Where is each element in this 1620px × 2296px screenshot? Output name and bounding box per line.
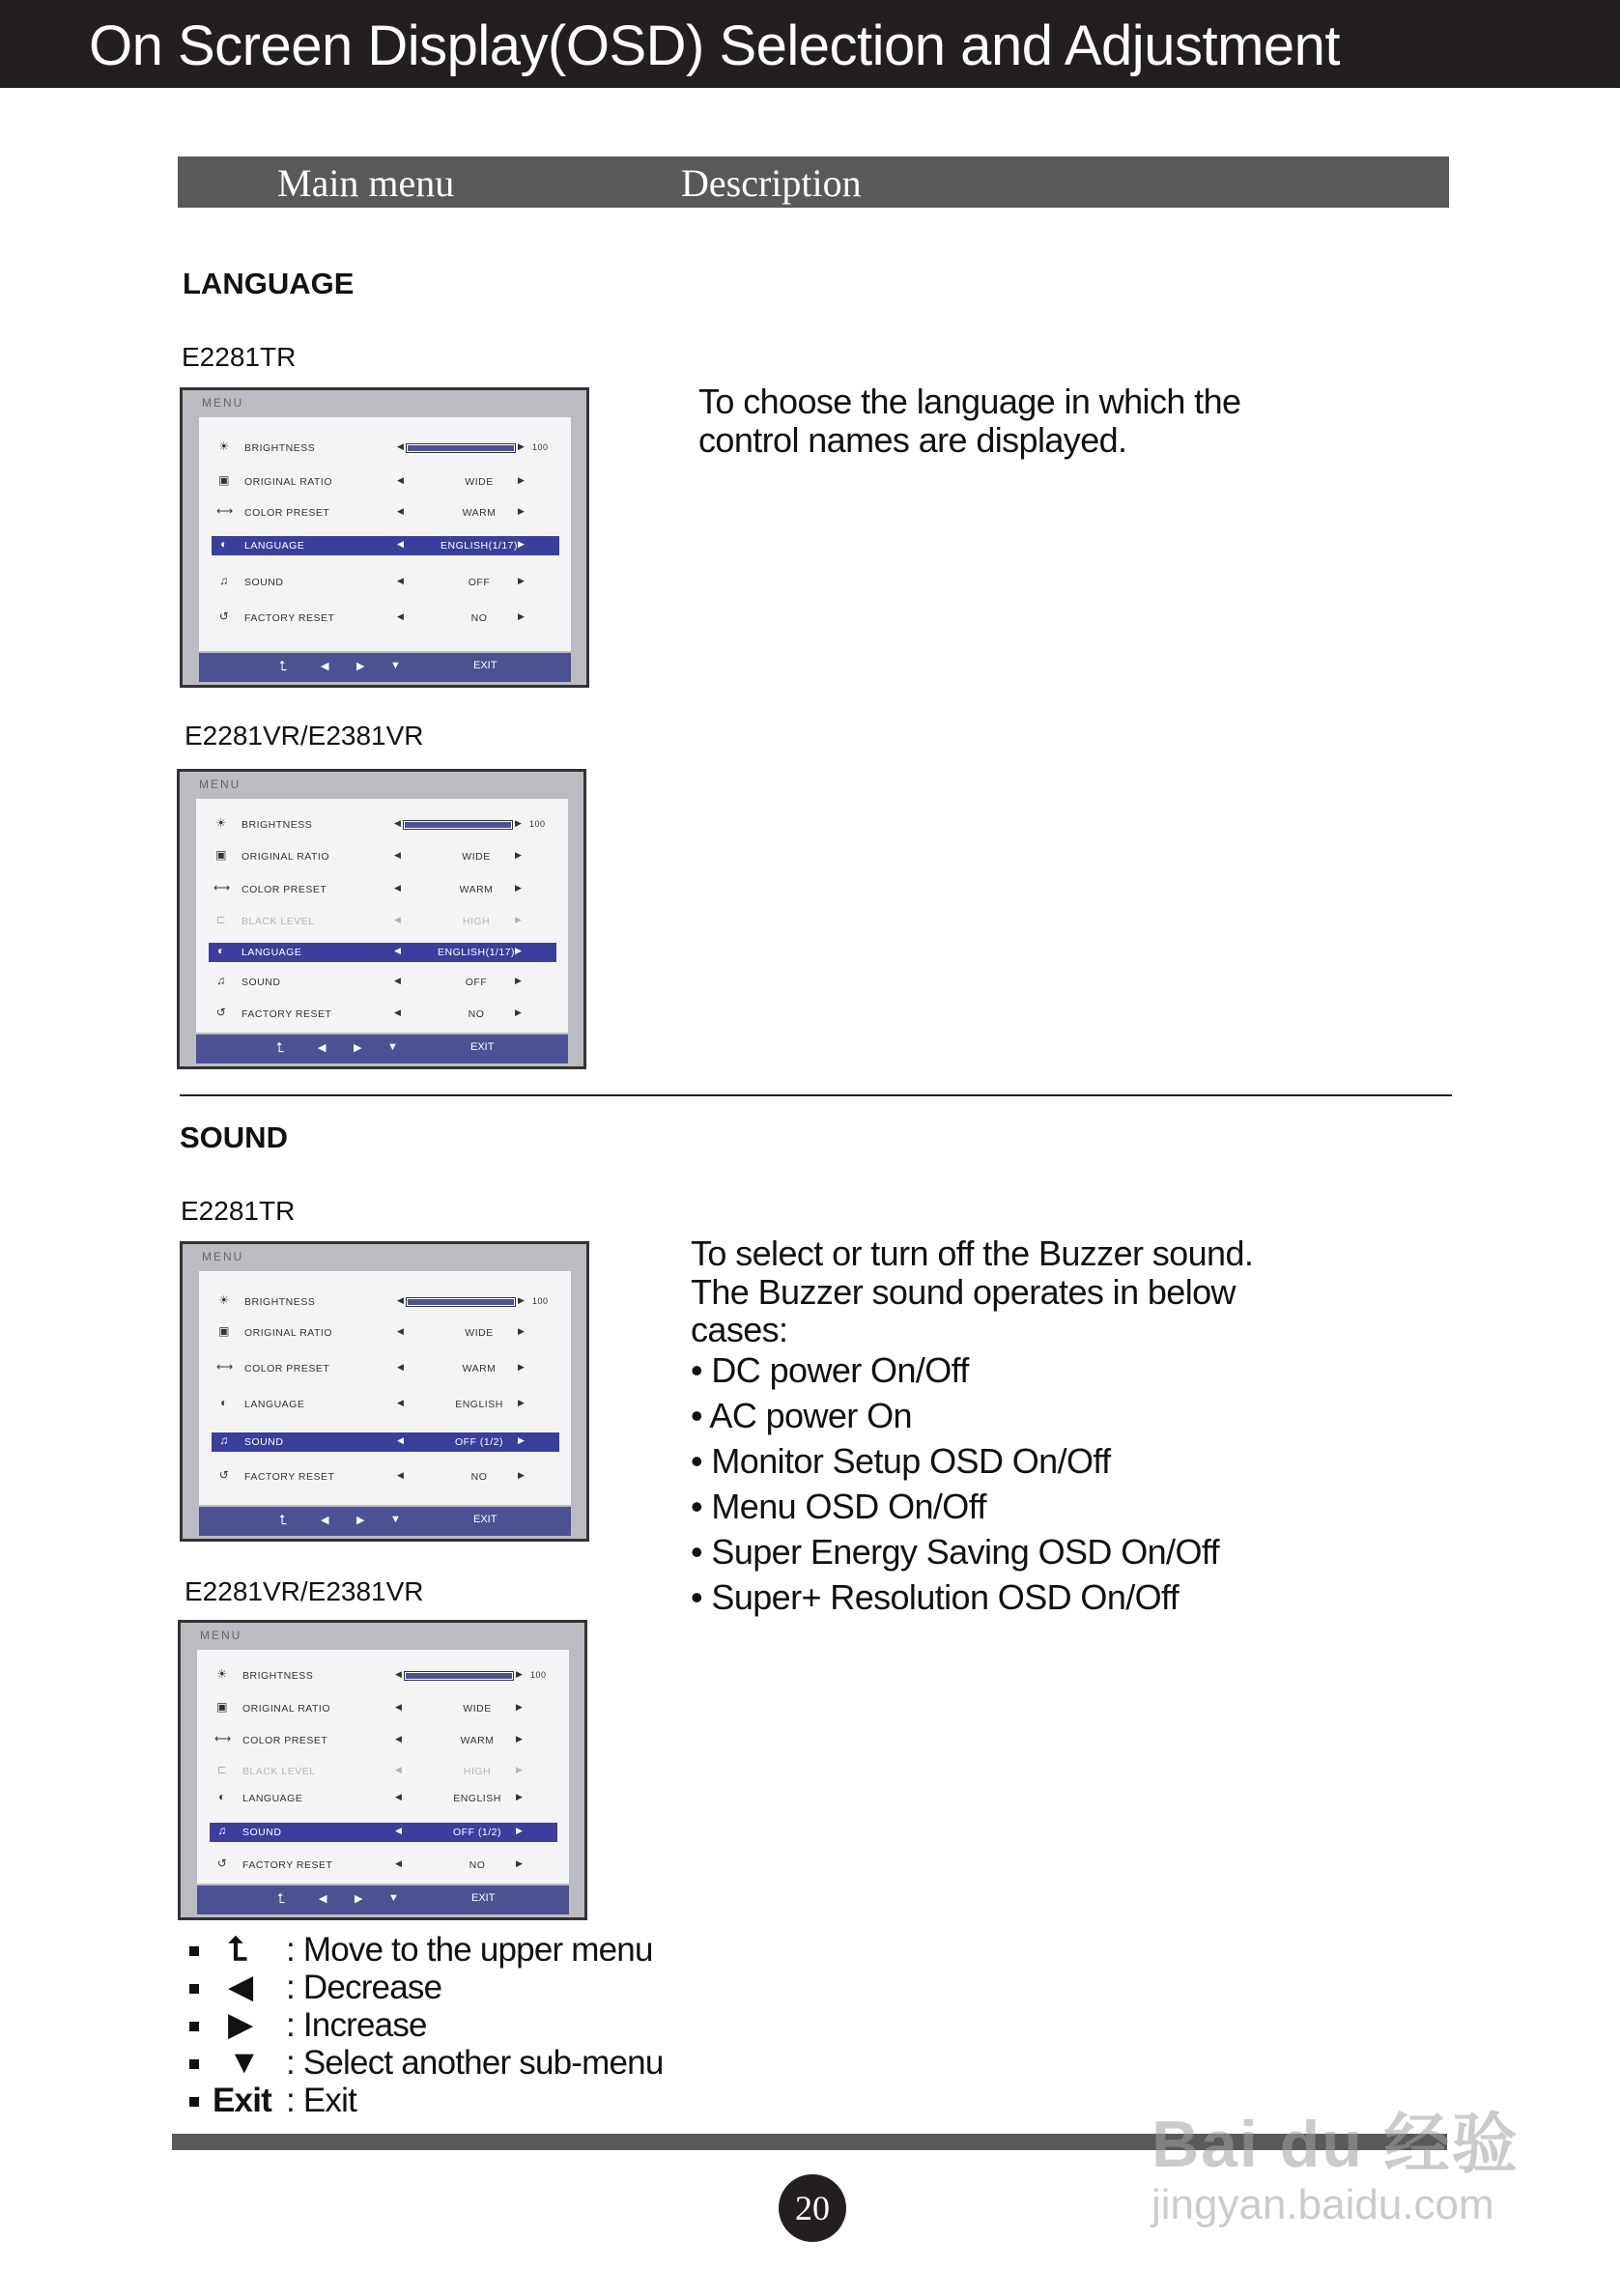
down-triangle-icon: ▼ bbox=[387, 1041, 398, 1053]
left-arrow-icon: ◀ bbox=[397, 611, 405, 621]
osd-value: WARM bbox=[462, 1363, 497, 1375]
left-arrow-icon: ◀ bbox=[395, 1826, 403, 1835]
osd-value: ENGLISH bbox=[453, 1793, 501, 1804]
left-arrow-icon: ◀ bbox=[395, 1858, 403, 1868]
osd-row-color-preset bbox=[199, 503, 571, 523]
reset-icon: ↺ bbox=[215, 1006, 227, 1019]
right-arrow-icon: ▶ bbox=[515, 946, 523, 955]
reset-icon: ↺ bbox=[218, 609, 230, 623]
legend-text: : Exit bbox=[286, 2082, 356, 2119]
osd-label: FACTORY RESET bbox=[244, 612, 335, 624]
osd-row-factory-reset bbox=[199, 1467, 571, 1487]
brightness-icon: ☀ bbox=[218, 439, 230, 453]
osd-label: SOUND bbox=[242, 977, 281, 988]
osd-row-color-preset bbox=[196, 880, 568, 899]
right-arrow-icon: ▶ bbox=[518, 506, 526, 516]
osd-label: ORIGINAL RATIO bbox=[242, 1703, 331, 1715]
osd-footer bbox=[196, 1035, 568, 1063]
osd-row-sound bbox=[199, 573, 571, 592]
bullet-item: • DC power On/Off bbox=[691, 1350, 969, 1390]
osd-value: WIDE bbox=[463, 1703, 492, 1715]
osd-menu-title: MENU bbox=[199, 778, 242, 791]
ratio-icon: ▣ bbox=[218, 1324, 230, 1338]
legend-text: : Increase bbox=[286, 2006, 427, 2044]
left-arrow-icon: ◀ bbox=[397, 539, 405, 549]
osd-row-ratio bbox=[199, 472, 571, 492]
osd-row-black-level bbox=[196, 912, 568, 931]
osd-label: COLOR PRESET bbox=[242, 1735, 328, 1746]
osd-label: FACTORY RESET bbox=[242, 1859, 333, 1871]
osd-row-black-level bbox=[197, 1762, 569, 1781]
left-arrow-icon: ◀ bbox=[394, 976, 402, 985]
color-preset-icon: ⟷ bbox=[216, 1360, 234, 1374]
osd-label: BLACK LEVEL bbox=[242, 1766, 316, 1777]
bullet-item: • AC power On bbox=[691, 1396, 912, 1435]
right-arrow-icon: ▶ bbox=[518, 539, 526, 549]
right-arrow-icon: ▶ bbox=[518, 1470, 526, 1480]
page-title: On Screen Display(OSD) Selection and Adjustment bbox=[89, 14, 1341, 77]
left-arrow-icon: ◀ bbox=[394, 883, 402, 893]
model-label-e2281vr: E2281VR/E2381VR bbox=[185, 1576, 424, 1606]
osd-screenshot-sound-e2281vr bbox=[178, 1620, 587, 1920]
osd-label: BRIGHTNESS bbox=[244, 1296, 316, 1308]
brightness-fill bbox=[406, 1673, 512, 1679]
osd-label: SOUND bbox=[242, 1827, 282, 1838]
left-triangle-icon: ◀ bbox=[319, 1893, 327, 1905]
up-menu-icon: ⮤ bbox=[276, 1039, 285, 1055]
description-line: control names are displayed. bbox=[698, 420, 1127, 460]
sound-icon: ♫ bbox=[219, 1433, 229, 1447]
osd-value: WIDE bbox=[462, 851, 491, 863]
right-triangle-icon: ▶ bbox=[354, 1042, 362, 1054]
brightness-value: 100 bbox=[532, 442, 549, 452]
osd-row-factory-reset bbox=[199, 609, 571, 628]
language-heading: LANGUAGE bbox=[183, 267, 355, 300]
reset-icon: ↺ bbox=[216, 1857, 228, 1870]
osd-row-color-preset bbox=[199, 1359, 571, 1378]
osd-label: FACTORY RESET bbox=[242, 1008, 332, 1020]
right-arrow-icon: ▶ bbox=[515, 976, 523, 985]
osd-row-brightness bbox=[197, 1666, 569, 1686]
right-arrow-icon: ▶ bbox=[518, 475, 526, 485]
right-arrow-icon: ▶ bbox=[516, 1858, 524, 1868]
right-arrow-icon: ▶ bbox=[515, 818, 523, 828]
left-arrow-icon: ◀ bbox=[397, 1470, 405, 1480]
language-description bbox=[698, 383, 1240, 460]
right-arrow-icon: ▶ bbox=[516, 1669, 524, 1679]
left-triangle-icon: ◀ bbox=[321, 661, 329, 672]
brightness-icon: ☀ bbox=[215, 816, 227, 830]
osd-label: COLOR PRESET bbox=[244, 1363, 330, 1375]
bullet-square bbox=[189, 2059, 199, 2069]
brightness-value: 100 bbox=[529, 819, 546, 829]
legend-text: : Decrease bbox=[286, 1969, 442, 2006]
osd-label: LANGUAGE bbox=[242, 1793, 303, 1804]
model-label-e2281tr: E2281TR bbox=[181, 1196, 296, 1226]
osd-footer bbox=[199, 1507, 571, 1536]
bullet-square bbox=[189, 2097, 199, 2107]
osd-panel bbox=[196, 799, 568, 1033]
language-icon: ◐ bbox=[220, 537, 228, 551]
left-arrow-icon: ◀ bbox=[394, 818, 402, 828]
down-triangle-icon: ▼ bbox=[390, 660, 401, 671]
up-menu-icon: ⮤ bbox=[228, 1931, 247, 1968]
osd-row-ratio bbox=[197, 1699, 569, 1718]
legend-text: : Select another sub-menu bbox=[286, 2044, 664, 2082]
right-arrow-icon: ▶ bbox=[518, 1362, 526, 1372]
osd-value: ENGLISH bbox=[455, 1399, 503, 1410]
osd-label: LANGUAGE bbox=[244, 540, 305, 552]
main-menu-heading: Main menu bbox=[277, 161, 455, 205]
right-arrow-icon: ▶ bbox=[516, 1734, 524, 1743]
left-arrow-icon: ◀ bbox=[395, 1765, 403, 1774]
osd-value: NO bbox=[468, 1008, 485, 1020]
osd-screenshot-language-e2281vr bbox=[177, 769, 586, 1069]
up-menu-icon: ⮤ bbox=[279, 1512, 288, 1527]
osd-label: BRIGHTNESS bbox=[244, 442, 316, 454]
osd-menu-title: MENU bbox=[202, 1250, 244, 1263]
left-triangle-icon: ◀ bbox=[321, 1515, 329, 1526]
left-arrow-icon: ◀ bbox=[395, 1734, 403, 1743]
osd-row-brightness bbox=[199, 439, 571, 458]
description-heading: Description bbox=[681, 161, 862, 205]
osd-row-language-selected bbox=[209, 943, 556, 962]
brightness-icon: ☀ bbox=[218, 1293, 230, 1307]
left-arrow-icon: ◀ bbox=[397, 1362, 405, 1372]
brightness-bar bbox=[406, 1297, 516, 1307]
model-label-e2281tr: E2281TR bbox=[182, 342, 297, 372]
right-triangle-icon: ▶ bbox=[356, 1515, 365, 1526]
left-triangle-icon: ◀ bbox=[318, 1042, 327, 1054]
osd-menu-title: MENU bbox=[200, 1629, 242, 1642]
left-arrow-icon: ◀ bbox=[395, 1702, 403, 1712]
left-arrow-icon: ◀ bbox=[397, 1435, 405, 1445]
osd-panel bbox=[199, 417, 571, 651]
sound-heading: SOUND bbox=[180, 1120, 288, 1154]
right-arrow-icon: ▶ bbox=[518, 1326, 526, 1336]
sound-icon: ♫ bbox=[216, 974, 226, 987]
down-triangle-icon: ▼ bbox=[390, 1514, 401, 1525]
right-triangle-icon: ▶ bbox=[228, 2006, 253, 2043]
osd-panel bbox=[199, 1271, 571, 1505]
osd-value: OFF (1/2) bbox=[452, 1827, 501, 1838]
osd-menu-title: MENU bbox=[202, 396, 244, 410]
osd-value: HIGH bbox=[462, 916, 491, 927]
right-arrow-icon: ▶ bbox=[515, 1007, 523, 1017]
color-preset-icon: ⟷ bbox=[216, 504, 234, 518]
osd-value: WIDE bbox=[465, 1327, 494, 1339]
bullet-item: • Monitor Setup OSD On/Off bbox=[691, 1441, 1111, 1481]
osd-value: WARM bbox=[462, 507, 497, 519]
brightness-icon: ☀ bbox=[216, 1667, 228, 1681]
osd-row-language bbox=[199, 1395, 571, 1414]
osd-row-ratio bbox=[196, 847, 568, 866]
brightness-bar bbox=[403, 820, 513, 830]
right-arrow-icon: ▶ bbox=[518, 611, 526, 621]
page-number: 20 bbox=[779, 2174, 846, 2242]
osd-row-brightness bbox=[199, 1292, 571, 1312]
brightness-fill bbox=[408, 445, 514, 451]
up-menu-icon: ⮤ bbox=[279, 658, 288, 673]
right-arrow-icon: ▶ bbox=[518, 1295, 526, 1305]
right-arrow-icon: ▶ bbox=[516, 1765, 524, 1774]
left-arrow-icon: ◀ bbox=[397, 1398, 405, 1407]
osd-label: ORIGINAL RATIO bbox=[244, 476, 333, 488]
osd-label: ORIGINAL RATIO bbox=[242, 851, 330, 863]
black-level-icon: ⊏ bbox=[216, 1763, 228, 1776]
osd-label: BLACK LEVEL bbox=[242, 916, 315, 927]
reset-icon: ↺ bbox=[218, 1468, 230, 1482]
osd-row-sound-selected bbox=[210, 1823, 557, 1842]
left-triangle-icon: ◀ bbox=[228, 1969, 253, 2005]
osd-label: LANGUAGE bbox=[244, 1399, 305, 1410]
right-arrow-icon: ▶ bbox=[518, 576, 526, 585]
osd-value: OFF bbox=[465, 977, 488, 988]
osd-exit-label: EXIT bbox=[473, 660, 497, 671]
osd-value: WARM bbox=[460, 1735, 495, 1746]
bullet-item: • Super Energy Saving OSD On/Off bbox=[691, 1532, 1220, 1572]
left-arrow-icon: ◀ bbox=[394, 946, 402, 955]
left-arrow-icon: ◀ bbox=[397, 1326, 405, 1336]
osd-label: FACTORY RESET bbox=[244, 1471, 335, 1483]
legend-text: : Move to the upper menu bbox=[286, 1931, 653, 1969]
brightness-bar bbox=[404, 1671, 514, 1681]
osd-row-sound-selected bbox=[212, 1432, 559, 1452]
language-icon: ◐ bbox=[217, 944, 225, 957]
ratio-icon: ▣ bbox=[215, 848, 227, 862]
right-arrow-icon: ▶ bbox=[518, 1398, 526, 1407]
brightness-fill bbox=[405, 822, 511, 828]
osd-row-brightness bbox=[196, 815, 568, 835]
description-line: The Buzzer sound operates in below bbox=[691, 1272, 1236, 1312]
right-arrow-icon: ▶ bbox=[516, 1826, 524, 1835]
osd-value: HIGH bbox=[463, 1766, 492, 1777]
right-arrow-icon: ▶ bbox=[515, 883, 523, 893]
left-arrow-icon: ◀ bbox=[397, 576, 405, 585]
osd-value: OFF bbox=[468, 577, 491, 588]
osd-row-factory-reset bbox=[197, 1856, 569, 1875]
osd-exit-label: EXIT bbox=[470, 1041, 495, 1053]
osd-footer bbox=[199, 653, 571, 682]
left-arrow-icon: ◀ bbox=[397, 506, 405, 516]
right-arrow-icon: ▶ bbox=[515, 915, 523, 924]
right-arrow-icon: ▶ bbox=[518, 1435, 526, 1445]
language-icon: ◐ bbox=[220, 1396, 228, 1409]
osd-footer bbox=[197, 1885, 569, 1914]
osd-value: NO bbox=[470, 612, 488, 624]
osd-label: BRIGHTNESS bbox=[242, 819, 313, 831]
bullet-square bbox=[189, 1946, 199, 1956]
osd-row-language-selected bbox=[212, 536, 559, 555]
watermark-url: jingyan.baidu.com bbox=[1151, 2181, 1494, 2228]
description-line: To select or turn off the Buzzer sound. bbox=[691, 1233, 1254, 1273]
exit-label: Exit bbox=[213, 2082, 271, 2119]
left-arrow-icon: ◀ bbox=[394, 1007, 402, 1017]
osd-value: NO bbox=[469, 1859, 486, 1871]
osd-label: SOUND bbox=[244, 1436, 284, 1448]
sound-description bbox=[691, 1234, 1253, 1620]
osd-value: NO bbox=[470, 1471, 488, 1483]
color-preset-icon: ⟷ bbox=[214, 1732, 232, 1745]
right-triangle-icon: ▶ bbox=[355, 1893, 363, 1905]
left-arrow-icon: ◀ bbox=[395, 1792, 403, 1801]
ratio-icon: ▣ bbox=[218, 473, 230, 487]
sound-icon: ♫ bbox=[217, 1824, 227, 1837]
osd-panel bbox=[197, 1650, 569, 1884]
brightness-value: 100 bbox=[530, 1670, 547, 1680]
color-preset-icon: ⟷ bbox=[213, 881, 231, 894]
left-arrow-icon: ◀ bbox=[397, 441, 405, 451]
osd-value: WARM bbox=[459, 884, 494, 895]
osd-label: COLOR PRESET bbox=[242, 884, 327, 895]
ratio-icon: ▣ bbox=[216, 1700, 228, 1714]
watermark-logo: Bai du 经验 bbox=[1151, 2108, 1520, 2181]
black-level-icon: ⊏ bbox=[215, 913, 227, 926]
osd-row-sound bbox=[196, 973, 568, 992]
osd-row-ratio bbox=[199, 1323, 571, 1343]
right-triangle-icon: ▶ bbox=[356, 661, 365, 672]
table-header bbox=[178, 156, 1449, 208]
brightness-value: 100 bbox=[532, 1296, 549, 1306]
language-icon: ◐ bbox=[218, 1790, 226, 1803]
osd-row-color-preset bbox=[197, 1731, 569, 1750]
sound-icon: ♫ bbox=[219, 574, 229, 587]
right-arrow-icon: ▶ bbox=[516, 1792, 524, 1801]
description-line: cases: bbox=[691, 1310, 788, 1349]
right-arrow-icon: ▶ bbox=[518, 441, 526, 451]
left-arrow-icon: ◀ bbox=[395, 1669, 403, 1679]
down-triangle-icon: ▼ bbox=[388, 1892, 399, 1904]
up-menu-icon: ⮤ bbox=[277, 1890, 286, 1906]
osd-label: SOUND bbox=[244, 577, 284, 588]
down-triangle-icon: ▼ bbox=[228, 2044, 260, 2081]
osd-label: COLOR PRESET bbox=[244, 507, 330, 519]
bullet-item: • Menu OSD On/Off bbox=[691, 1487, 986, 1526]
brightness-fill bbox=[408, 1299, 514, 1305]
section-divider bbox=[180, 1094, 1452, 1096]
model-label-e2281vr: E2281VR/E2381VR bbox=[185, 721, 424, 751]
osd-value: ENGLISH(1/17) bbox=[437, 947, 516, 958]
right-arrow-icon: ▶ bbox=[516, 1702, 524, 1712]
osd-row-factory-reset bbox=[196, 1005, 568, 1024]
bullet-item: • Super+ Resolution OSD On/Off bbox=[691, 1577, 1179, 1617]
left-arrow-icon: ◀ bbox=[394, 850, 402, 860]
bullet-square bbox=[189, 1984, 199, 1994]
osd-exit-label: EXIT bbox=[471, 1892, 496, 1904]
osd-row-language bbox=[197, 1789, 569, 1808]
osd-value: ENGLISH(1/17) bbox=[440, 540, 519, 552]
osd-screenshot-language-e2281tr bbox=[180, 387, 589, 688]
right-arrow-icon: ▶ bbox=[515, 850, 523, 860]
osd-exit-label: EXIT bbox=[473, 1514, 497, 1525]
left-arrow-icon: ◀ bbox=[397, 475, 405, 485]
bullet-square bbox=[189, 2022, 199, 2031]
osd-label: BRIGHTNESS bbox=[242, 1670, 314, 1682]
left-arrow-icon: ◀ bbox=[394, 915, 402, 924]
title-bar bbox=[0, 0, 1620, 88]
osd-screenshot-sound-e2281tr bbox=[180, 1241, 589, 1542]
osd-label: ORIGINAL RATIO bbox=[244, 1327, 333, 1339]
osd-label: LANGUAGE bbox=[242, 947, 302, 958]
osd-value: OFF (1/2) bbox=[454, 1436, 503, 1448]
description-line: To choose the language in which the bbox=[698, 382, 1241, 421]
brightness-bar bbox=[406, 443, 516, 453]
left-arrow-icon: ◀ bbox=[397, 1295, 405, 1305]
osd-value: WIDE bbox=[465, 476, 494, 488]
